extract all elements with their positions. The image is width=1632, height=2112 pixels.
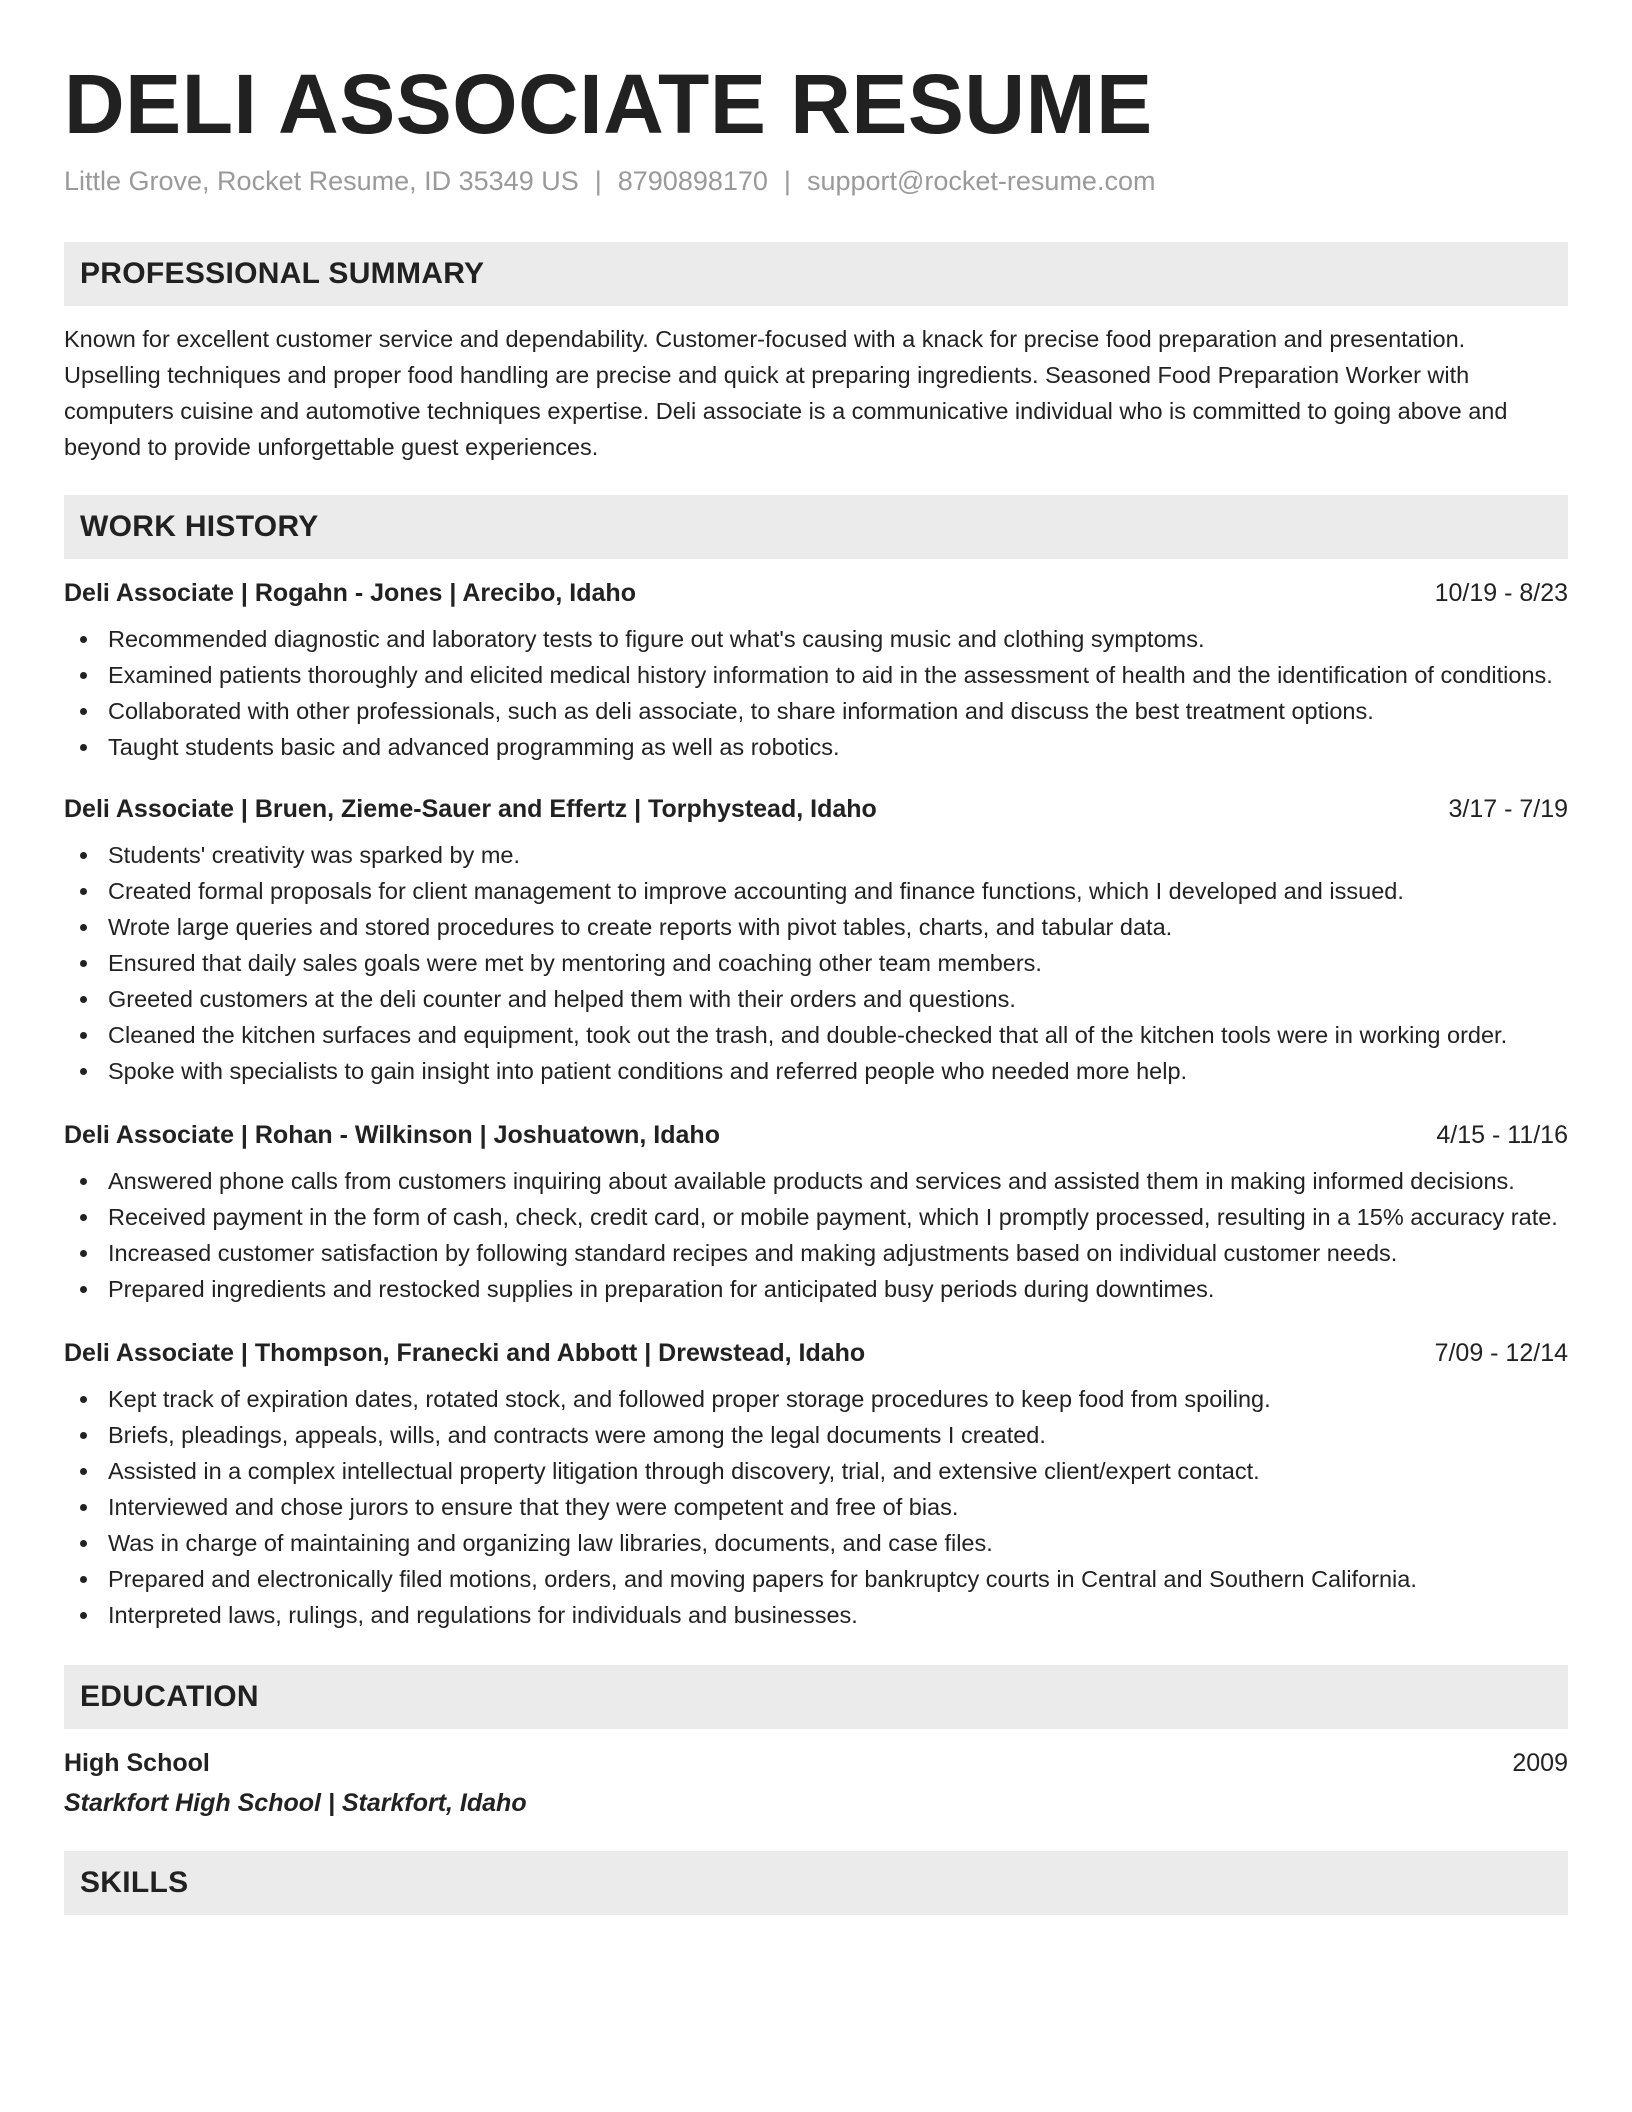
job-head [64, 793, 1568, 825]
job-bullet: Taught students basic and advanced programming as well as robotics. [64, 729, 1568, 765]
section-header-education: EDUCATION [64, 1665, 1568, 1729]
education-head [64, 1747, 1568, 1779]
job-entry [64, 1337, 1568, 1633]
job-bullet: Examined patients thoroughly and elicited medical history information to aid in the assessment of health and the identification of conditions. [64, 657, 1568, 693]
section-header-skills: SKILLS [64, 1851, 1568, 1915]
job-title: Deli Associate | Thompson, Franecki and Abbott | Drewstead, Idaho [64, 1339, 866, 1367]
job-dates: 7/09 - 12/14 [1434, 1339, 1568, 1367]
job-dates: 10/19 - 8/23 [1434, 579, 1568, 607]
job-title: Deli Associate | Bruen, Zieme-Sauer and Effertz | Torphystead, Idaho [64, 795, 877, 823]
job-bullet: Received payment in the form of cash, check, credit card, or mobile payment, which I promptly processed, resulting in a 15% accuracy rate. [64, 1199, 1568, 1235]
job-dates: 3/17 - 7/19 [1448, 795, 1568, 823]
job-bullet: Spoke with specialists to gain insight into patient conditions and referred people who needed more help. [64, 1053, 1568, 1089]
page-title: DELI ASSOCIATE RESUME [64, 57, 1153, 151]
contact-separator: | [783, 166, 791, 196]
contact-separator: | [594, 166, 602, 196]
job-bullet: Ensured that daily sales goals were met by mentoring and coaching other team members. [64, 945, 1568, 981]
job-bullet-list [64, 1163, 1568, 1307]
education-entry [64, 1747, 1568, 1819]
job-bullet: Cleaned the kitchen surfaces and equipment, took out the trash, and double-checked that all of the kitchen tools were in working order. [64, 1017, 1568, 1053]
job-bullet-list [64, 621, 1568, 765]
job-bullet: Created formal proposals for client management to improve accounting and finance functions, which I developed and issued. [64, 873, 1568, 909]
job-bullet: Prepared ingredients and restocked supplies in preparation for anticipated busy periods during downtimes. [64, 1271, 1568, 1307]
job-bullet: Wrote large queries and stored procedures to create reports with pivot tables, charts, and tabular data. [64, 909, 1568, 945]
job-head [64, 1119, 1568, 1151]
job-bullet-list [64, 837, 1568, 1089]
job-bullet: Interpreted laws, rulings, and regulations for individuals and businesses. [64, 1597, 1568, 1633]
job-bullet: Briefs, pleadings, appeals, wills, and contracts were among the legal documents I created. [64, 1417, 1568, 1453]
job-entry [64, 577, 1568, 765]
job-bullet: Interviewed and chose jurors to ensure that they were competent and free of bias. [64, 1489, 1568, 1525]
education-degree: High School [64, 1749, 210, 1777]
education-school: Starkfort High School | Starkfort, Idaho [64, 1789, 527, 1817]
section-header-work-history: WORK HISTORY [64, 495, 1568, 559]
summary-text: Known for excellent customer service and dependability. Customer-focused with a knack for precise food preparation and presentation. Upselling techniques and proper food handling are precise and quick at preparing ingredients. Seasoned Food Preparation Worker with computers cuisine and automotive techniques expertise. Deli associate is a communicative individual who is committed to going above and beyond to provide unforgettable guest experiences. [64, 326, 1508, 460]
job-title: Deli Associate | Rohan - Wilkinson | Joshuatown, Idaho [64, 1121, 720, 1149]
education-year: 2009 [1512, 1749, 1568, 1777]
job-bullet: Collaborated with other professionals, such as deli associate, to share information and discuss the best treatment options. [64, 693, 1568, 729]
contact-phone: 8790898170 [617, 166, 768, 196]
job-bullet: Increased customer satisfaction by following standard recipes and making adjustments based on individual customer needs. [64, 1235, 1568, 1271]
job-bullet: Prepared and electronically filed motions, orders, and moving papers for bankruptcy courts in Central and Southern California. [64, 1561, 1568, 1597]
job-bullet: Greeted customers at the deli counter and helped them with their orders and questions. [64, 981, 1568, 1017]
job-head [64, 1337, 1568, 1369]
job-entry [64, 793, 1568, 1089]
job-bullet: Recommended diagnostic and laboratory tests to figure out what's causing music and clothing symptoms. [64, 621, 1568, 657]
work-history-list [64, 577, 1568, 1633]
contact-email: support@rocket-resume.com [806, 166, 1156, 196]
job-bullet: Assisted in a complex intellectual property litigation through discovery, trial, and extensive client/expert contact. [64, 1453, 1568, 1489]
contact-address: Little Grove, Rocket Resume, ID 35349 US [64, 166, 579, 196]
resume-page [64, 0, 1568, 1915]
job-bullet: Students' creativity was sparked by me. [64, 837, 1568, 873]
job-head [64, 577, 1568, 609]
section-header-summary: PROFESSIONAL SUMMARY [64, 242, 1568, 306]
job-bullet: Answered phone calls from customers inquiring about available products and services and assisted them in making informed decisions. [64, 1163, 1568, 1199]
job-entry [64, 1119, 1568, 1307]
job-bullet: Kept track of expiration dates, rotated stock, and followed proper storage procedures to keep food from spoiling. [64, 1381, 1568, 1417]
contact-line [64, 164, 1568, 198]
job-dates: 4/15 - 11/16 [1436, 1121, 1568, 1149]
job-bullet-list [64, 1381, 1568, 1633]
job-title: Deli Associate | Rogahn - Jones | Arecibo, Idaho [64, 579, 636, 607]
job-bullet: Was in charge of maintaining and organizing law libraries, documents, and case files. [64, 1525, 1568, 1561]
